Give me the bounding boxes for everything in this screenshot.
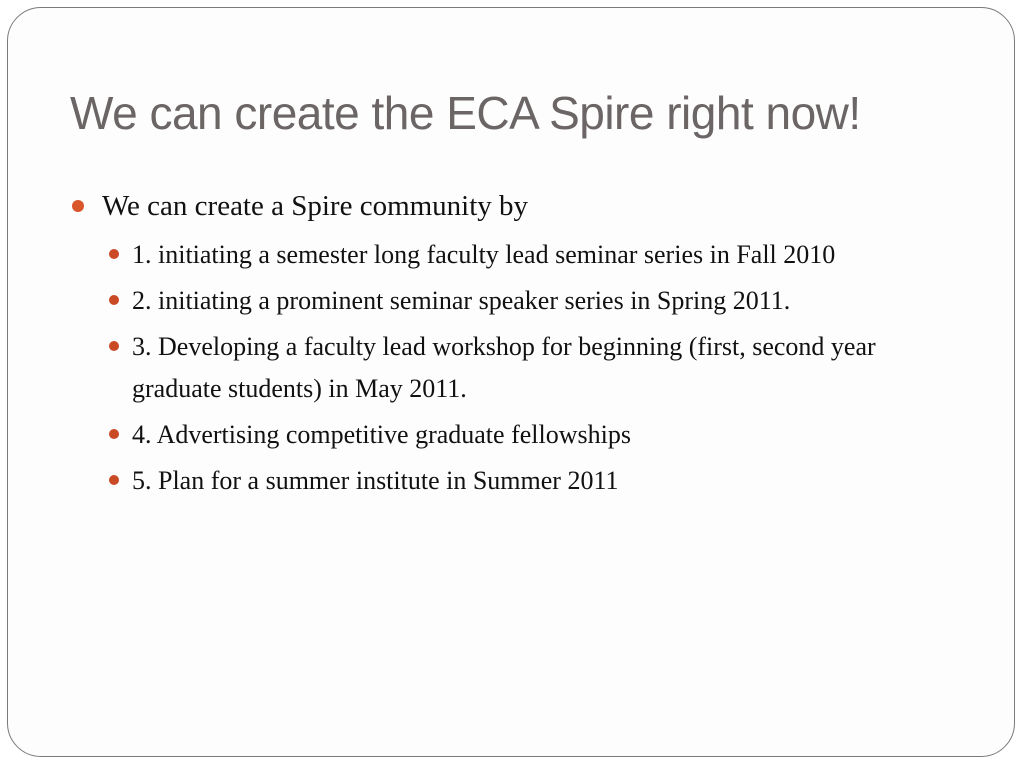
sub-bullet-item-2 [70, 280, 970, 322]
sub-bullet-text-5: 5. Plan for a summer institute in Summer 2011 [132, 466, 619, 495]
bullet-dot-icon [109, 429, 119, 439]
sub-bullet-item-1 [70, 234, 970, 276]
bullet-dot-icon [72, 200, 84, 212]
bullet-dot-icon [109, 475, 119, 485]
slide-frame [7, 7, 1015, 757]
bullet-text-main: We can create a Spire community by [102, 190, 529, 222]
sub-bullet-text-3: 3. Developing a faculty lead workshop for beginning (first, second year graduate students) in May 2011. [132, 332, 876, 403]
bullet-list [70, 186, 970, 506]
sub-bullet-item-5 [70, 460, 970, 502]
sub-bullet-item-4 [70, 414, 970, 456]
slide-title: We can create the ECA Spire right now! [70, 87, 861, 139]
sub-bullet-item-3 [70, 326, 970, 410]
sub-bullet-list [70, 234, 970, 502]
sub-bullet-text-2: 2. initiating a prominent seminar speaker series in Spring 2011. [132, 286, 791, 315]
bullet-dot-icon [109, 295, 119, 305]
sub-bullet-text-1: 1. initiating a semester long faculty lead seminar series in Fall 2010 [132, 240, 836, 269]
sub-bullet-text-4: 4. Advertising competitive graduate fellowships [132, 420, 631, 449]
bullet-dot-icon [109, 249, 119, 259]
bullet-dot-icon [109, 341, 119, 351]
sub-list-container [70, 234, 970, 502]
bullet-item-main [70, 186, 970, 226]
